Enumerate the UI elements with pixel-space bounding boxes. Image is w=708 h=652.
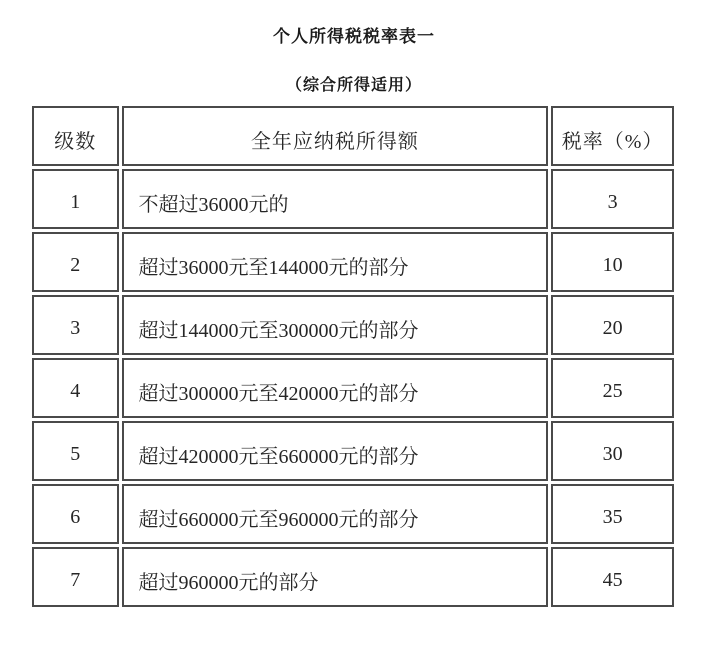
table-row [32,295,674,355]
income-cell: 超过960000元的部分 [122,547,549,607]
level-cell: 6 [32,484,119,544]
income-cell: 超过144000元至300000元的部分 [122,295,549,355]
table-row [32,547,674,607]
table-body [32,169,674,607]
level-cell: 5 [32,421,119,481]
rate-cell: 35 [551,484,674,544]
column-header-level: 级数 [32,106,119,166]
level-cell: 3 [32,295,119,355]
table-row [32,169,674,229]
level-cell: 1 [32,169,119,229]
level-cell: 4 [32,358,119,418]
table-row [32,232,674,292]
page-subtitle: （综合所得适用） [285,77,422,94]
income-cell: 超过300000元至420000元的部分 [122,358,549,418]
rate-cell: 20 [551,295,674,355]
rate-cell: 30 [551,421,674,481]
table-row [32,484,674,544]
rate-cell: 45 [551,547,674,607]
rate-cell: 3 [551,169,674,229]
rate-cell: 25 [551,358,674,418]
column-header-income: 全年应纳税所得额 [122,106,549,166]
level-cell: 2 [32,232,119,292]
column-header-rate: 税率（%） [551,106,674,166]
table-row [32,421,674,481]
table-row [32,358,674,418]
level-cell: 7 [32,547,119,607]
income-cell: 超过660000元至960000元的部分 [122,484,549,544]
rate-cell: 10 [551,232,674,292]
tax-rate-table [29,103,677,610]
table-head [32,106,674,166]
table-header-row [32,106,674,166]
income-cell: 超过36000元至144000元的部分 [122,232,549,292]
income-cell: 不超过36000元的 [122,169,549,229]
income-cell: 超过420000元至660000元的部分 [122,421,549,481]
page-title: 个人所得税税率表一 [273,27,435,46]
